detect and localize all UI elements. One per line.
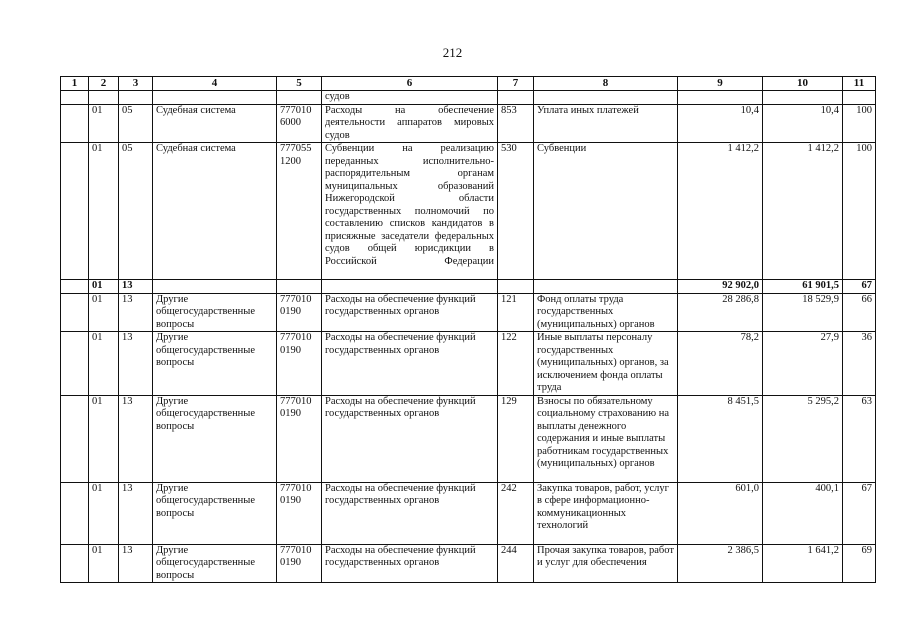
target-code: 777010 0190 <box>277 332 322 396</box>
subsection-code: 13 <box>119 280 153 294</box>
expense-type-name: Закупка товаров, работ, услуг в сфере информационно-коммуникационных технологий <box>534 482 678 544</box>
expense-type-name: Взносы по обязательному социальному страхованию на выплаты денежного содержания и иные выплаты работникам государственных (муниципальных) органов <box>534 395 678 482</box>
expense-description: Расходы на обеспечение функций государственных органов <box>322 293 498 332</box>
subsection-code: 13 <box>119 332 153 396</box>
section-name: Судебная система <box>153 143 277 280</box>
expense-type-code: 129 <box>498 395 534 482</box>
percent-executed: 67 <box>843 482 876 544</box>
actual-amount: 10,4 <box>763 104 843 143</box>
continuation-text: судов <box>322 91 498 105</box>
table-row <box>61 544 876 583</box>
target-code: 777055 1200 <box>277 143 322 280</box>
planned-amount: 28 286,8 <box>678 293 763 332</box>
expense-description: Расходы на обеспечение функций государственных органов <box>322 395 498 482</box>
percent-executed: 66 <box>843 293 876 332</box>
expense-description: Расходы на обеспечение функций государственных органов <box>322 332 498 396</box>
percent-executed: 100 <box>843 143 876 280</box>
percent-executed: 67 <box>843 280 876 294</box>
section-name: Другие общегосударственные вопросы <box>153 332 277 396</box>
section-name: Другие общегосударственные вопросы <box>153 544 277 583</box>
header-row <box>61 77 876 91</box>
header-cell: 5 <box>277 77 322 91</box>
target-code: 777010 6000 <box>277 104 322 143</box>
header-cell: 1 <box>61 77 89 91</box>
actual-amount: 27,9 <box>763 332 843 396</box>
subsection-code: 13 <box>119 482 153 544</box>
percent-executed: 36 <box>843 332 876 396</box>
actual-amount: 1 641,2 <box>763 544 843 583</box>
table-row <box>61 143 876 280</box>
expense-type-name: Фонд оплаты труда государственных (муниципальных) органов <box>534 293 678 332</box>
subsection-code: 13 <box>119 544 153 583</box>
header-cell: 7 <box>498 77 534 91</box>
target-code: 777010 0190 <box>277 482 322 544</box>
expense-type-code: 853 <box>498 104 534 143</box>
subsection-code: 05 <box>119 143 153 280</box>
expense-type-code: 122 <box>498 332 534 396</box>
expense-type-name: Уплата иных платежей <box>534 104 678 143</box>
expense-description: Субвенции на реализацию переданных исполнительно-распорядительным органам муниципальных образований Нижегородской области государственных полномочий по составлению списков кандидатов в присяжные заседатели федеральных судов общей юрисдикции в Российской Федерации <box>322 143 498 280</box>
expense-type-code: 121 <box>498 293 534 332</box>
section-name: Другие общегосударственные вопросы <box>153 395 277 482</box>
section-code: 01 <box>89 280 119 294</box>
section-code: 01 <box>89 293 119 332</box>
table-row <box>61 332 876 396</box>
expense-type-code: 530 <box>498 143 534 280</box>
actual-amount: 18 529,9 <box>763 293 843 332</box>
header-cell: 11 <box>843 77 876 91</box>
target-code: 777010 0190 <box>277 395 322 482</box>
section-code: 01 <box>89 395 119 482</box>
section-code: 01 <box>89 104 119 143</box>
header-cell: 9 <box>678 77 763 91</box>
expense-type-name: Прочая закупка товаров, работ и услуг для обеспечения <box>534 544 678 583</box>
section-code: 01 <box>89 544 119 583</box>
page-number: 212 <box>442 45 463 60</box>
subsection-code: 13 <box>119 293 153 332</box>
header-cell: 2 <box>89 77 119 91</box>
section-name: Другие общегосударственные вопросы <box>153 482 277 544</box>
table-row <box>61 482 876 544</box>
header-cell: 8 <box>534 77 678 91</box>
header-cell: 10 <box>763 77 843 91</box>
target-code: 777010 0190 <box>277 544 322 583</box>
planned-amount: 2 386,5 <box>678 544 763 583</box>
header-cell: 3 <box>119 77 153 91</box>
expense-description: Расходы на обеспечение функций государственных органов <box>322 544 498 583</box>
actual-amount: 1 412,2 <box>763 143 843 280</box>
subsection-code: 05 <box>119 104 153 143</box>
header-cell: 6 <box>322 77 498 91</box>
planned-amount: 8 451,5 <box>678 395 763 482</box>
target-code: 777010 0190 <box>277 293 322 332</box>
subtotal-row <box>61 280 876 294</box>
planned-amount: 1 412,2 <box>678 143 763 280</box>
expense-description: Расходы на обеспечение функций государственных органов <box>322 482 498 544</box>
expense-description: Расходы на обеспечение деятельности аппаратов мировых судов <box>322 104 498 143</box>
section-code: 01 <box>89 482 119 544</box>
actual-amount: 400,1 <box>763 482 843 544</box>
continuation-row <box>61 91 876 105</box>
actual-amount: 61 901,5 <box>763 280 843 294</box>
expense-type-name: Иные выплаты персоналу государственных (муниципальных) органов, за исключением фонда оплаты труда <box>534 332 678 396</box>
section-name: Судебная система <box>153 104 277 143</box>
planned-amount: 78,2 <box>678 332 763 396</box>
subsection-code: 13 <box>119 395 153 482</box>
actual-amount: 5 295,2 <box>763 395 843 482</box>
section-code: 01 <box>89 332 119 396</box>
planned-amount: 601,0 <box>678 482 763 544</box>
planned-amount: 92 902,0 <box>678 280 763 294</box>
table-row <box>61 104 876 143</box>
section-code: 01 <box>89 143 119 280</box>
header-cell: 4 <box>153 77 277 91</box>
table-row <box>61 293 876 332</box>
expense-type-code: 242 <box>498 482 534 544</box>
percent-executed: 100 <box>843 104 876 143</box>
planned-amount: 10,4 <box>678 104 763 143</box>
section-name: Другие общегосударственные вопросы <box>153 293 277 332</box>
percent-executed: 63 <box>843 395 876 482</box>
expense-type-name: Субвенции <box>534 143 678 280</box>
percent-executed: 69 <box>843 544 876 583</box>
budget-table <box>60 76 876 583</box>
expense-type-code: 244 <box>498 544 534 583</box>
table-row <box>61 395 876 482</box>
